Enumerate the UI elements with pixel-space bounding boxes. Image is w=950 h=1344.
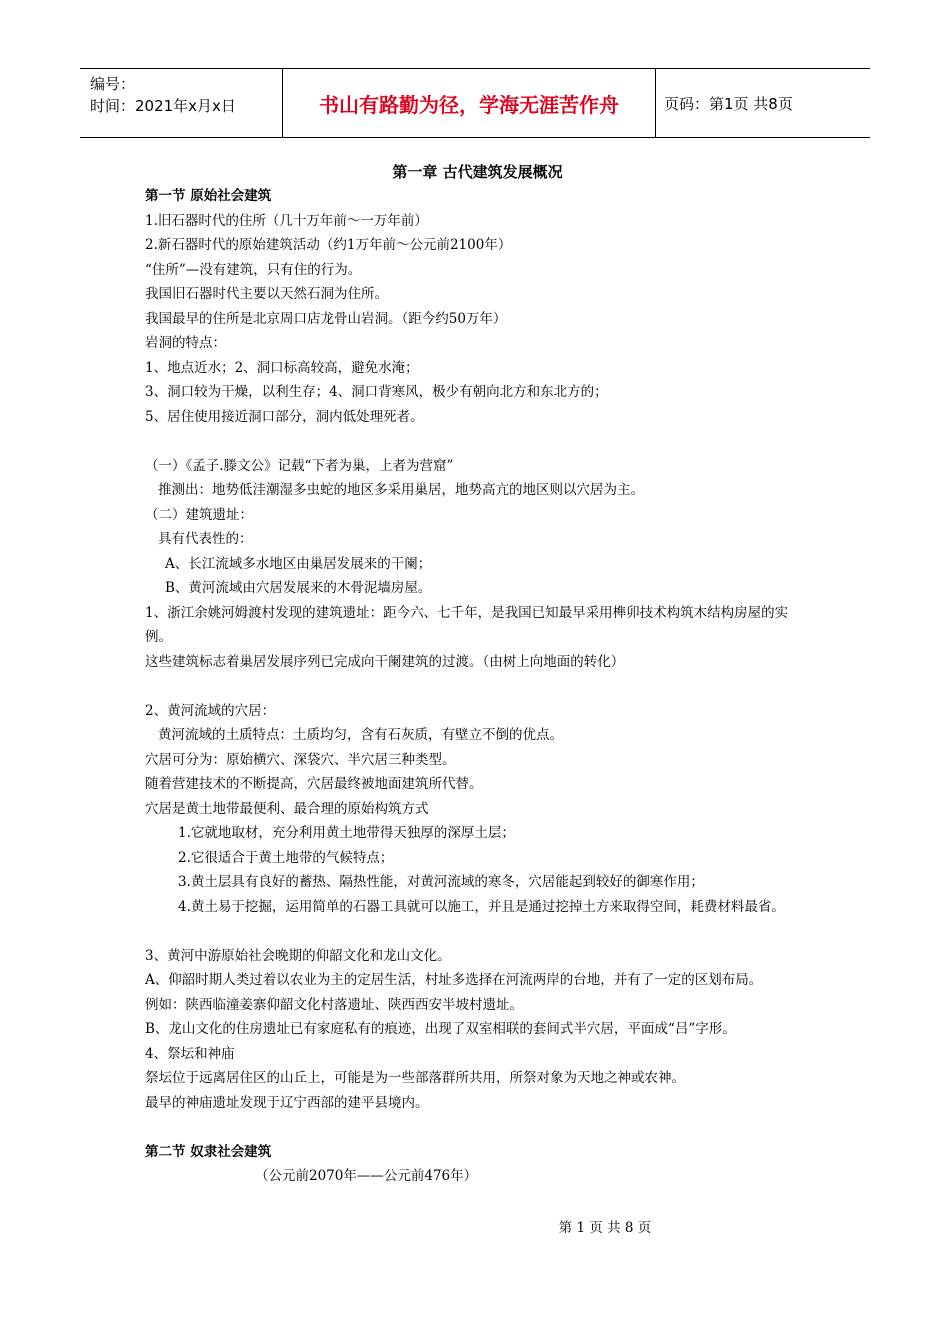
paragraph: 最早的神庙遗址发现于辽宁西部的建平县境内。 [145, 1094, 429, 1111]
header-meta [80, 69, 282, 137]
section-title: 第一节 原始社会建筑 [145, 188, 272, 204]
paragraph: 祭坛位于远离居住区的山丘上，可能是为一些部落群所共用，所祭对象为天地之神或农神。 [145, 1070, 685, 1086]
spacer [145, 674, 810, 699]
spacer [145, 429, 810, 454]
spacer [145, 1115, 810, 1140]
paragraph: B、黄河流域由穴居发展来的木骨泥墙房屋。 [165, 580, 432, 596]
paragraph: 2、黄河流域的穴居： [145, 702, 276, 719]
section-period: （公元前2070年——公元前476年） [255, 1168, 478, 1184]
paragraph: 我国最早的住所是北京周口店龙骨山岩洞。（距今约50万年） [145, 310, 507, 327]
chapter-title: 第一章 古代建筑发展概况 [392, 163, 563, 181]
paragraph: 随着营建技术的不断提高，穴居最终被地面建筑所代替。 [145, 776, 483, 792]
paragraph: 1.旧石器时代的住所（几十万年前～一万年前） [145, 212, 428, 229]
paragraph: 2.它很适合于黄土地带的气候特点； [178, 849, 394, 866]
paragraph: 3.黄土层具有良好的蓄热、隔热性能，对黄河流域的寒冬，穴居能起到较好的御寒作用； [178, 874, 704, 890]
paragraph: 5、居住使用接近洞口部分，洞内低处理死者。 [145, 408, 424, 425]
paragraph: A、仰韶时期人类过着以农业为主的定居生活，村址多选择在河流两岸的台地，并有了一定的区划布局。 [145, 972, 763, 988]
paragraph: “住所”—没有建筑，只有住的行为。 [145, 261, 362, 278]
time-label: 时间：2021年x月x日 [90, 97, 236, 115]
paragraph: 2.新石器时代的原始建筑活动（约1万年前～公元前2100年） [145, 237, 512, 253]
paragraph: 1.它就地取材，充分利用黄土地带得天独厚的深厚土层； [178, 825, 515, 841]
section-title: 第二节 奴隶社会建筑 [145, 1143, 272, 1160]
paragraph: 穴居是黄土地带最便利、最合理的原始构筑方式 [145, 800, 429, 817]
paragraph: （一）《孟子.滕文公》记载“下者为巢，上者为营窟” [145, 457, 454, 474]
paragraph: 4.黄土易于挖掘，运用简单的石器工具就可以施工，并且是通过挖掉土方来取得空间，耗费材料最省。 [178, 898, 785, 915]
spacer [145, 919, 810, 944]
header-page-info: 页码：第1页 共8页 [664, 94, 793, 113]
paragraph: 例如：陕西临潼姜寨仰韶文化村落遗址、陕西西安半坡村遗址。 [145, 996, 523, 1013]
paragraph: 岩洞的特点： [145, 335, 226, 351]
paragraph: 黄河流域的土质特点：土质均匀，含有石灰质，有壁立不倒的优点。 [158, 727, 563, 743]
paragraph: A、长江流域多水地区由巢居发展来的干阑； [165, 555, 432, 572]
paragraph: 具有代表性的： [158, 531, 253, 547]
paragraph: 3、洞口较为干燥，以利生存；4、洞口背寒风，极少有朝向北方和东北方的； [145, 384, 608, 400]
paragraph: 我国旧石器时代主要以天然石洞为住所。 [145, 286, 388, 302]
paragraph: 1、地点近水；2、洞口标高较高，避免水淹； [145, 359, 419, 376]
paragraph: 穴居可分为：原始横穴、深袋穴、半穴居三种类型。 [145, 751, 456, 768]
paragraph: 推测出：地势低洼潮湿多虫蛇的地区多采用巢居，地势高亢的地区则以穴居为主。 [158, 482, 644, 498]
document-body [145, 160, 810, 1189]
paragraph: （二）建筑遗址： [145, 506, 253, 523]
paragraph: 这些建筑标志着巢居发展序列已完成向干阑建筑的过渡。（由树上向地面的转化） [145, 653, 625, 670]
paragraph: 1、浙江余姚河姆渡村发现的建筑遗址：距今六、七千年，是我国已知最早采用榫卯技术构筑木结构房屋的实例。 [145, 604, 789, 645]
page-footer: 第 1 页 共 8 页 [558, 1220, 652, 1236]
page-header [80, 68, 870, 138]
paragraph: 4、祭坛和神庙 [145, 1045, 235, 1062]
header-slogan: 书山有路勤为径，学海无涯苦作舟 [282, 69, 656, 137]
paragraph: B、龙山文化的住房遗址已有家庭私有的痕迹，出现了双室相联的套间式半穴居，平面成“吕”字形。 [145, 1021, 736, 1037]
number-label: 编号： [90, 75, 136, 93]
paragraph: 3、黄河中游原始社会晚期的仰韶文化和龙山文化。 [145, 947, 451, 964]
